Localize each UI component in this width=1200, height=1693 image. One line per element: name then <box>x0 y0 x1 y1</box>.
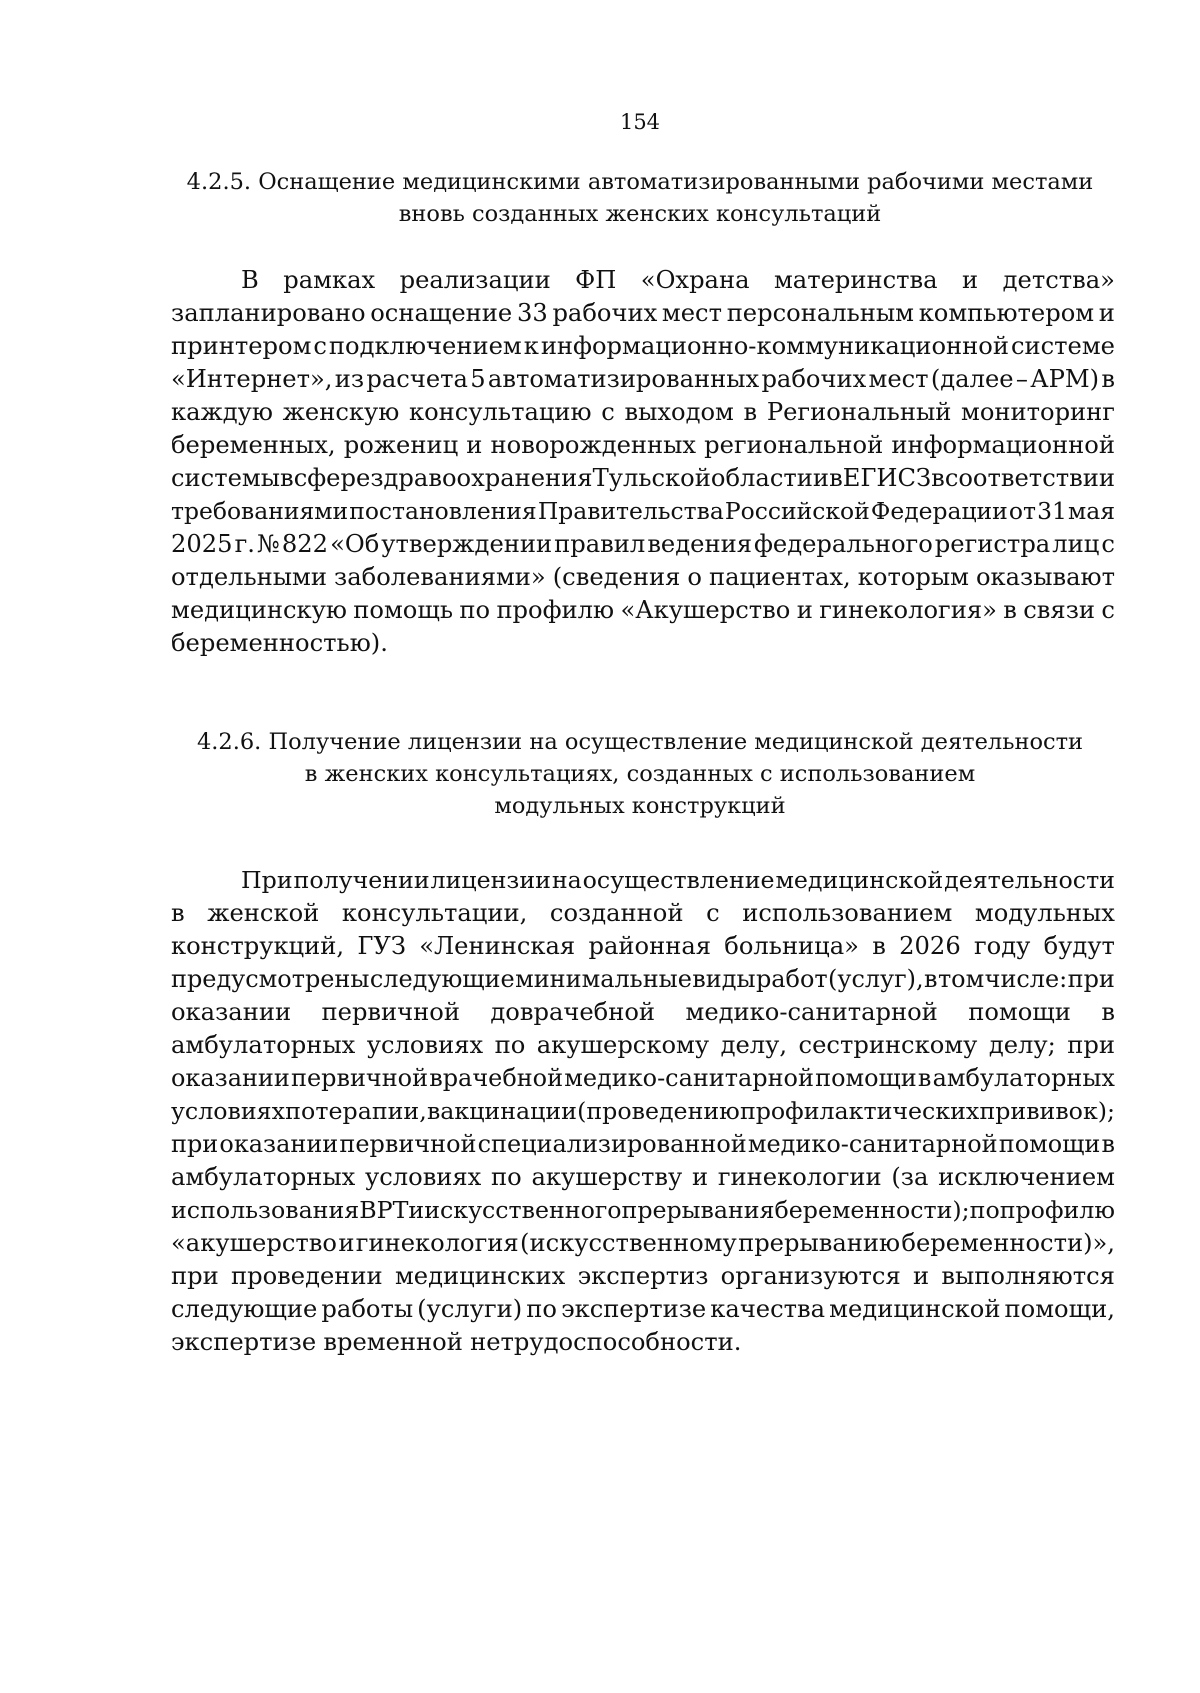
word: 33 <box>516 299 548 327</box>
word: работ <box>755 965 828 993</box>
word: помощи <box>815 1064 917 1092</box>
word: условиях <box>364 1163 482 1191</box>
word: и <box>812 464 830 492</box>
word: медицинской <box>775 866 944 894</box>
paragraph-line <box>171 528 1115 561</box>
word: и <box>408 1196 425 1224</box>
word: (проведению <box>577 1097 740 1125</box>
word: по <box>526 1295 557 1323</box>
word: «Акушерство <box>620 596 791 624</box>
paragraph-line <box>171 429 1115 462</box>
word: проведении <box>231 1262 383 1290</box>
word: женской <box>207 899 320 927</box>
word: делу; <box>988 1031 1056 1059</box>
word: в <box>1101 1130 1115 1158</box>
word: работы <box>321 1295 414 1323</box>
heading-line: модульных конструкций <box>494 793 786 819</box>
word: сестринскому <box>798 1031 978 1059</box>
word: 31 <box>1037 497 1067 525</box>
word: (сведения <box>552 563 681 591</box>
word: помощи <box>998 1130 1101 1158</box>
word: 822 <box>281 530 329 558</box>
word: первичной <box>291 1064 429 1092</box>
word: исключением <box>938 1163 1115 1191</box>
word: амбулаторных <box>171 1031 356 1059</box>
word: от <box>1008 497 1036 525</box>
word: созданной <box>549 899 684 927</box>
word: консультации, <box>341 899 528 927</box>
paragraph-line <box>171 264 1115 297</box>
word: Российской <box>724 497 870 525</box>
paragraph-line <box>171 561 1115 594</box>
word: Федерации <box>870 497 1008 525</box>
word: соответствии <box>944 464 1115 492</box>
word: виды <box>692 965 756 993</box>
word: заболеваниями» <box>334 563 546 591</box>
word: осуществление <box>582 866 775 894</box>
word: прерывания <box>621 1196 775 1224</box>
word: мониторинг <box>961 398 1115 426</box>
word: условиях <box>366 1031 484 1059</box>
word: принтером <box>171 332 312 360</box>
word: прерыванию <box>738 1229 901 1257</box>
word: ВРТ <box>359 1196 409 1224</box>
paragraph-line <box>171 963 1115 996</box>
word: при <box>171 1262 219 1290</box>
word: мест <box>661 299 722 327</box>
word: акушерству <box>531 1163 683 1191</box>
word: гинекологии <box>717 1163 882 1191</box>
word: системы <box>171 464 280 492</box>
word: деятельности <box>944 866 1115 894</box>
word: помощи, <box>1004 1295 1115 1323</box>
word: и <box>1098 299 1115 327</box>
word: ЕГИСЗ <box>842 464 932 492</box>
word: к <box>523 332 539 360</box>
word: беременных, <box>171 431 336 459</box>
word: помощь <box>353 596 453 624</box>
word: подключением <box>328 332 522 360</box>
word: профилю <box>999 1196 1115 1224</box>
word: по <box>459 596 491 624</box>
word: и <box>466 431 483 459</box>
word: модульных <box>974 899 1115 927</box>
word: и <box>692 1163 709 1191</box>
word: при <box>1067 1031 1115 1059</box>
word: больница» <box>724 932 859 960</box>
word: помощи <box>968 998 1071 1026</box>
word: в <box>1101 998 1115 1026</box>
word: по <box>494 1031 526 1059</box>
word: в <box>931 464 945 492</box>
word: с <box>706 899 720 927</box>
word: Региональный <box>766 398 952 426</box>
word: и <box>913 1262 930 1290</box>
word: (услуги) <box>417 1295 523 1323</box>
word: использования <box>171 1196 360 1224</box>
word: компьютером <box>918 299 1095 327</box>
word: материнства <box>773 266 938 294</box>
paragraph-line <box>171 1326 1115 1359</box>
word: сфере <box>293 464 371 492</box>
word: новорожденных <box>490 431 697 459</box>
word: рабочих <box>552 299 658 327</box>
word: утверждении <box>381 530 553 558</box>
word: с <box>601 398 615 426</box>
word: выполняются <box>941 1262 1115 1290</box>
section-heading-4-2-6 <box>170 726 1110 822</box>
word: Правительства <box>537 497 724 525</box>
word: прививок); <box>979 1097 1115 1125</box>
word: и <box>796 596 813 624</box>
word: Тульской <box>592 464 711 492</box>
word: амбулаторных <box>171 1163 356 1191</box>
word: в <box>924 965 938 993</box>
word: экспертизе <box>561 1295 707 1323</box>
word: медико-санитарной <box>747 1130 998 1158</box>
paragraph-line <box>171 462 1115 495</box>
word: и <box>338 1229 355 1257</box>
word: минимальные <box>515 965 692 993</box>
word: гинекология <box>355 1229 519 1257</box>
word: запланировано <box>171 299 366 327</box>
word: терапии, <box>315 1097 427 1125</box>
word: рамках <box>283 266 376 294</box>
word: с <box>313 332 327 360</box>
section-paragraph-4-2-5 <box>171 264 1115 660</box>
paragraph-line <box>171 495 1115 528</box>
paragraph-line <box>171 1062 1115 1095</box>
word: о <box>687 563 702 591</box>
word: предусмотрены <box>171 965 370 993</box>
word: первичной <box>339 1130 477 1158</box>
heading-line: 4.2.6. Получение лицензии на осуществление медицинской деятельности <box>196 729 1084 755</box>
word: мая <box>1067 497 1115 525</box>
paragraph-line <box>171 930 1115 963</box>
word: условиях <box>171 1097 285 1125</box>
paragraph-line <box>171 1194 1115 1227</box>
word: каждую <box>171 398 273 426</box>
heading-line: 4.2.5. Оснащение медицинскими автоматизированными рабочими местами <box>186 169 1094 195</box>
word: оказании <box>171 1064 290 1092</box>
word: автоматизированных <box>487 365 760 393</box>
word: рожениц <box>343 431 459 459</box>
word: в <box>872 932 886 960</box>
word: правил <box>554 530 646 558</box>
word: медицинскую <box>171 596 347 624</box>
word: искусственного <box>424 1196 622 1224</box>
word: экспертизе <box>171 1328 317 1356</box>
word: и <box>962 266 979 294</box>
word: ГУЗ <box>357 932 406 960</box>
word: медико-санитарной <box>685 998 938 1026</box>
paragraph-line <box>171 330 1115 363</box>
paragraph-line <box>171 1293 1115 1326</box>
word: качества <box>710 1295 826 1323</box>
word: с <box>1101 596 1115 624</box>
paragraph-line <box>171 297 1115 330</box>
word: оснащение <box>370 299 513 327</box>
word: «Охрана <box>640 266 750 294</box>
word: «Об <box>330 530 380 558</box>
word: по <box>491 1163 522 1191</box>
word: связи <box>1023 596 1096 624</box>
word: профилю <box>496 596 615 624</box>
heading-line: в женских консультациях, созданных с использованием <box>304 761 976 787</box>
word: рабочих <box>761 365 867 393</box>
word: медицинской <box>829 1295 1001 1323</box>
paragraph-line <box>171 1227 1115 1260</box>
word: здравоохранения <box>370 464 593 492</box>
word: акушерскому <box>536 1031 710 1059</box>
word: в <box>1003 596 1017 624</box>
word: оказании <box>219 1130 339 1158</box>
word: гинекология» <box>819 596 997 624</box>
word: году <box>974 932 1031 960</box>
word: с <box>1101 530 1115 558</box>
word: медицинских <box>394 1262 566 1290</box>
word: на <box>551 866 582 894</box>
word: мест <box>868 365 929 393</box>
word: доврачебной <box>490 998 656 1026</box>
word: беременности); <box>774 1196 970 1224</box>
word: регистра <box>934 530 1051 558</box>
word: в <box>917 1064 932 1092</box>
section-paragraph-4-2-6 <box>171 864 1115 1359</box>
paragraph-line <box>171 1161 1115 1194</box>
word: врачебной <box>429 1064 564 1092</box>
word: выходом <box>624 398 734 426</box>
word: № <box>256 530 280 558</box>
word: нетрудоспособности. <box>470 1328 742 1356</box>
word: (далее <box>930 365 1014 393</box>
word: медико-санитарной <box>564 1064 814 1092</box>
word: следующие <box>369 965 515 993</box>
word: получении <box>293 866 430 894</box>
word: профилактических <box>739 1097 980 1125</box>
word: «акушерство <box>171 1229 337 1257</box>
word: детства» <box>1002 266 1115 294</box>
word: беременности)», <box>901 1229 1115 1257</box>
word: в <box>171 899 185 927</box>
word: женскую <box>282 398 400 426</box>
word: в <box>743 398 758 426</box>
word: (за <box>891 1163 929 1191</box>
word: лиц <box>1052 530 1100 558</box>
word: вакцинации <box>426 1097 577 1125</box>
word: системе <box>1010 332 1115 360</box>
word: в <box>280 464 294 492</box>
word: экспертиз <box>577 1262 709 1290</box>
word: 2025 <box>171 530 233 558</box>
heading-line: вновь созданных женских консультаций <box>398 201 882 227</box>
word: конструкций, <box>171 932 345 960</box>
word: 5 <box>470 365 486 393</box>
word: «Интернет», <box>171 365 333 393</box>
page-number: 154 <box>619 110 661 134</box>
paragraph-line <box>171 897 1115 930</box>
word: персональным <box>726 299 914 327</box>
word: из <box>334 365 365 393</box>
word: по <box>969 1196 1000 1224</box>
word: районная <box>588 932 711 960</box>
word: делу, <box>720 1031 788 1059</box>
word: (искусственному <box>520 1229 737 1257</box>
word: При <box>241 866 293 894</box>
word: лицензии <box>430 866 551 894</box>
word: которым <box>857 563 969 591</box>
word: оказывают <box>975 563 1115 591</box>
word: В <box>241 266 259 294</box>
section-heading-4-2-5 <box>170 166 1110 230</box>
word: федерального <box>753 530 933 558</box>
word: АРМ) <box>1030 365 1100 393</box>
word: амбулаторных <box>932 1064 1115 1092</box>
word: следующие <box>171 1295 318 1323</box>
paragraph-line <box>171 396 1115 429</box>
word: консультацию <box>408 398 592 426</box>
paragraph-line <box>171 1095 1115 1128</box>
word: использованием <box>742 899 953 927</box>
paragraph-line <box>171 627 1115 660</box>
word: постановления <box>349 497 537 525</box>
word: при <box>171 1130 219 1158</box>
word: реализации <box>399 266 551 294</box>
word: требованиями <box>171 497 349 525</box>
word: (услуг), <box>828 965 924 993</box>
paragraph-line <box>171 996 1115 1029</box>
word: в <box>1101 365 1115 393</box>
word: числе: <box>984 965 1068 993</box>
word: г. <box>234 530 255 558</box>
paragraph-line <box>171 594 1115 627</box>
word: первичной <box>321 998 460 1026</box>
word: специализированной <box>477 1130 747 1158</box>
word: временной <box>323 1328 463 1356</box>
word: информационно-коммуникационной <box>540 332 1009 360</box>
word: ФП <box>575 266 617 294</box>
word: в <box>829 464 843 492</box>
paragraph-line <box>171 1029 1115 1062</box>
word: – <box>1015 365 1028 393</box>
paragraph-line <box>171 363 1115 396</box>
word: по <box>285 1097 316 1125</box>
paragraph-line <box>171 864 1115 897</box>
word: пациентах, <box>708 563 851 591</box>
word: оказании <box>171 998 292 1026</box>
word: 2026 <box>899 932 961 960</box>
word: том <box>937 965 985 993</box>
word: расчета <box>366 365 468 393</box>
word: беременностью). <box>171 629 388 657</box>
paragraph-line <box>171 1260 1115 1293</box>
word: организуются <box>720 1262 901 1290</box>
word: региональной <box>704 431 884 459</box>
word: «Ленинская <box>419 932 576 960</box>
word: при <box>1067 965 1115 993</box>
word: информационной <box>891 431 1115 459</box>
word: ведения <box>647 530 752 558</box>
word: отдельными <box>171 563 327 591</box>
word: области <box>710 464 813 492</box>
paragraph-line <box>171 1128 1115 1161</box>
word: будут <box>1043 932 1115 960</box>
